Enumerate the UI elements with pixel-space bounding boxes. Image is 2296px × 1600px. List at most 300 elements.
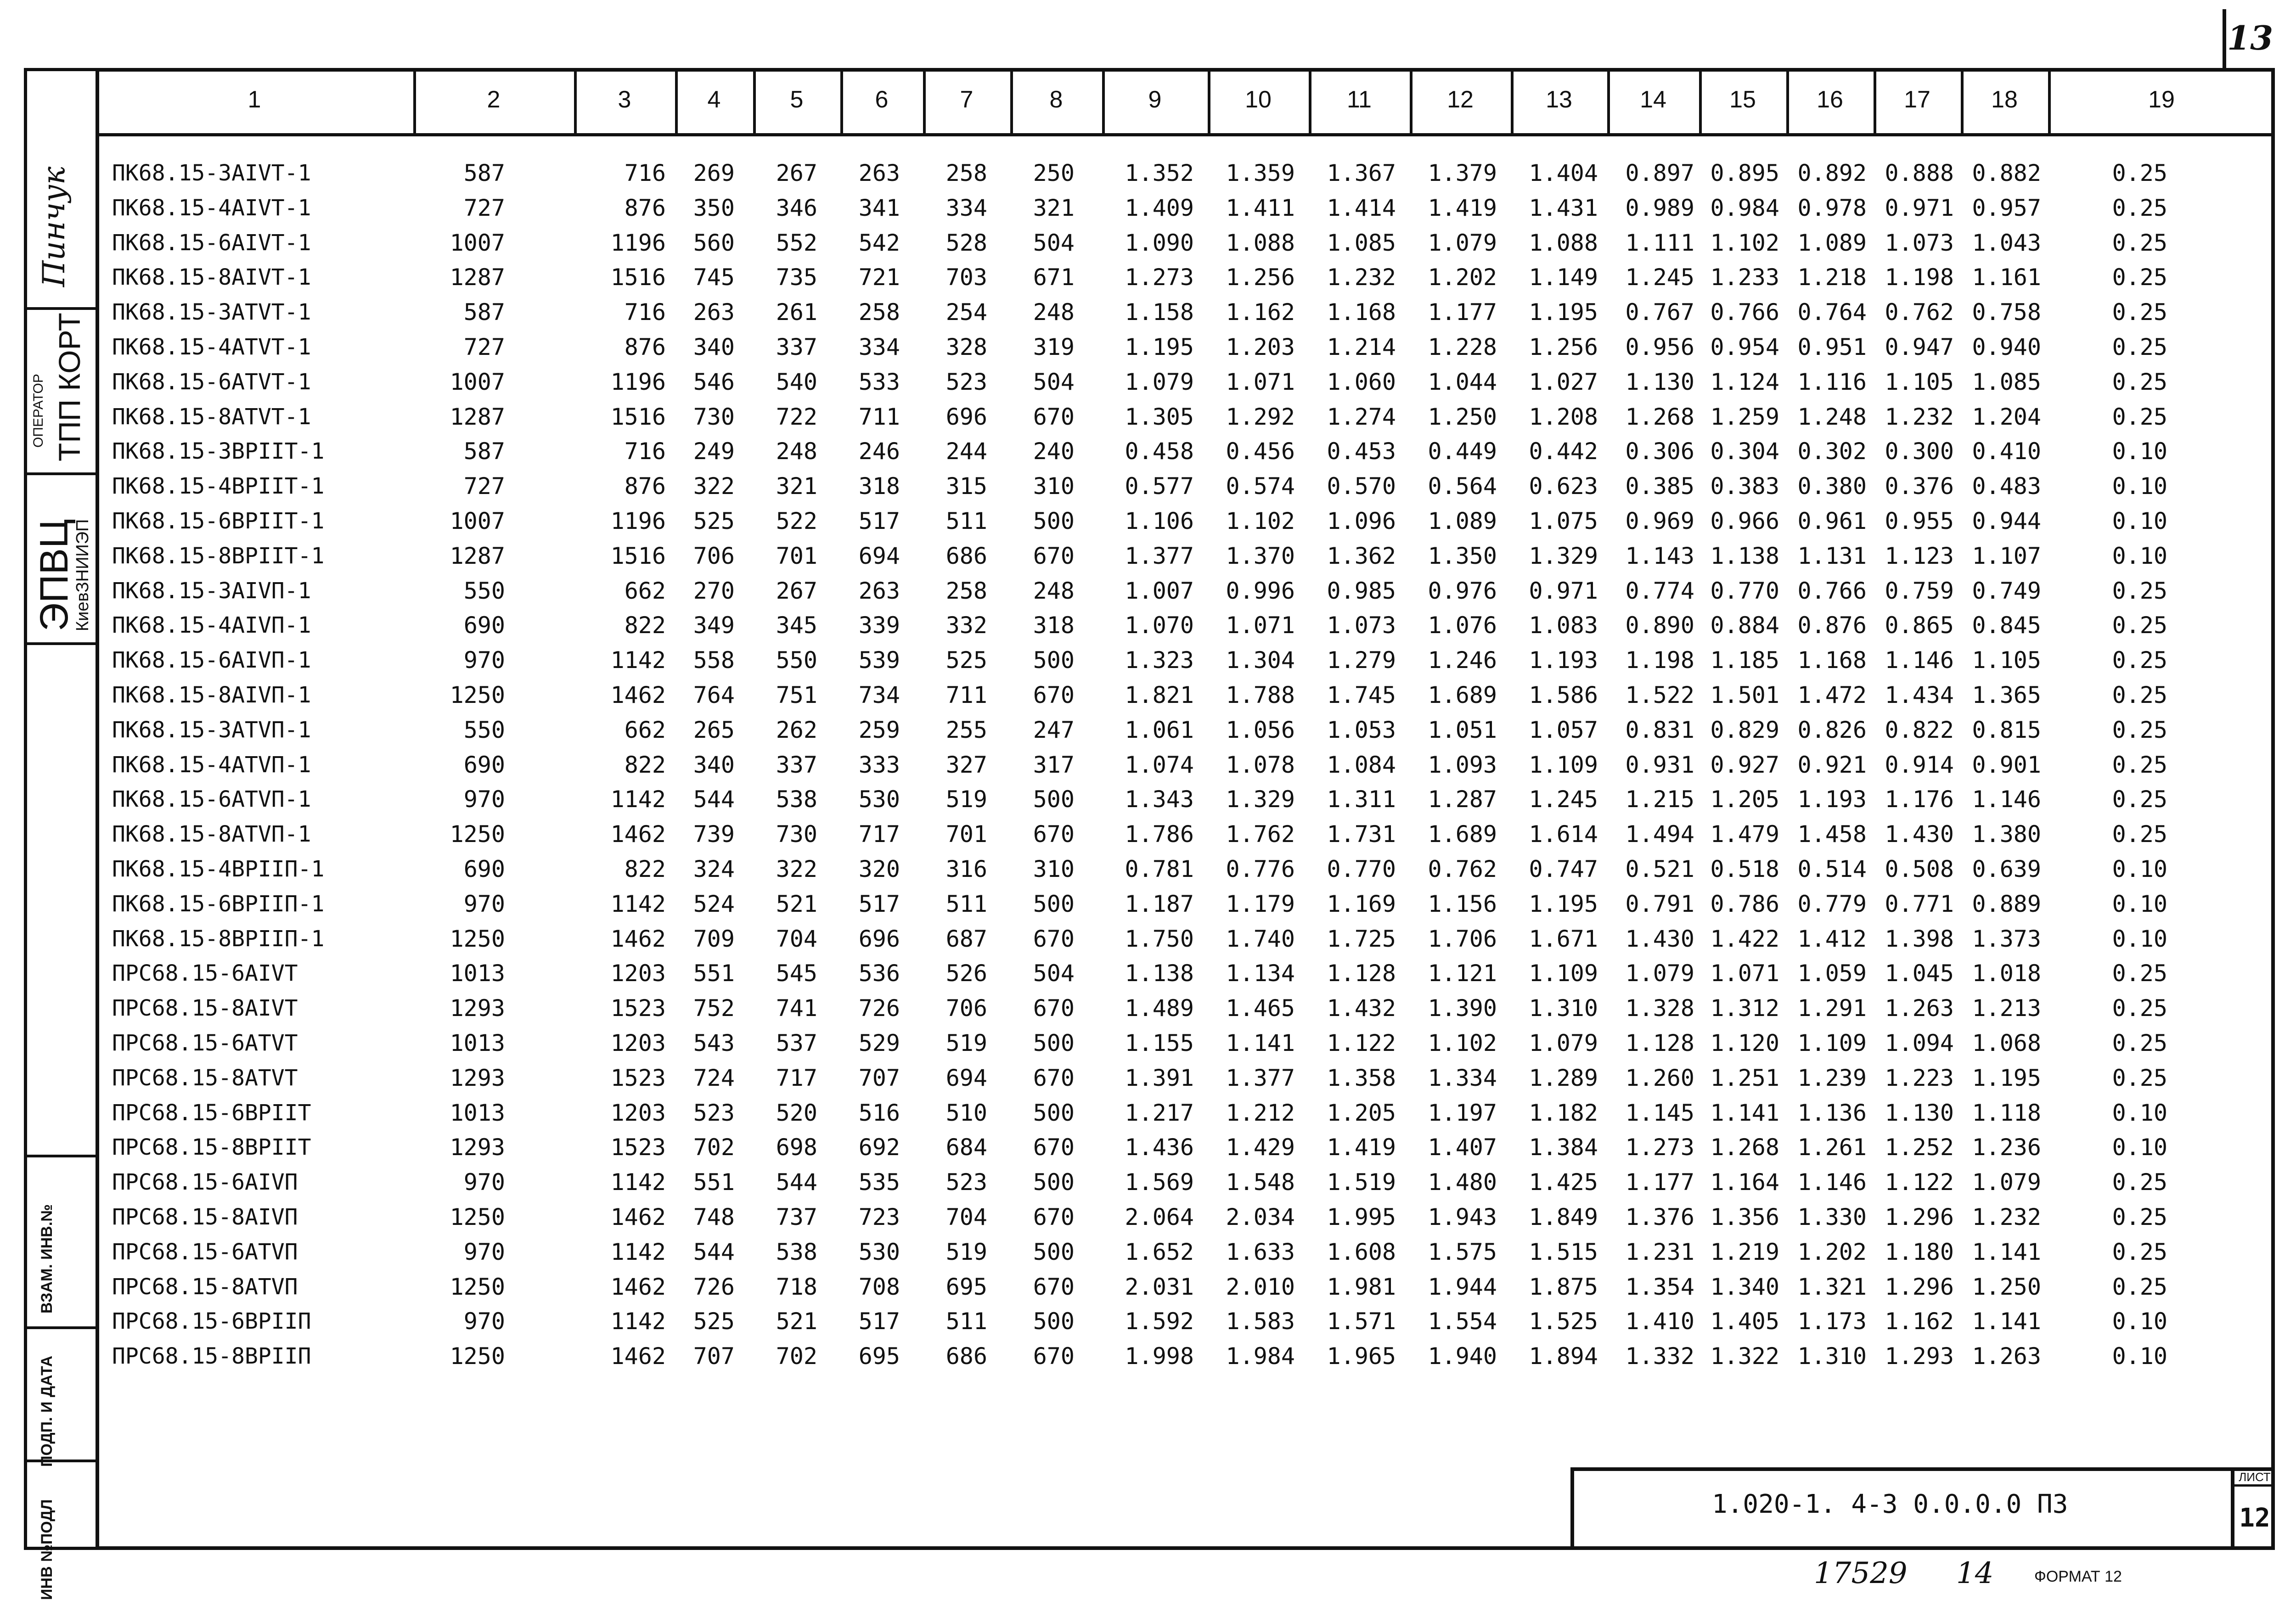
table-cell-col-13: 0.623 <box>1529 473 1598 500</box>
table-cell-col-15: 0.829 <box>1710 716 1779 743</box>
table-cell-col-10: 1.633 <box>1226 1238 1295 1265</box>
table-cell-col-9: 1.187 <box>1125 890 1194 917</box>
row-item-code: ПРС68.15-6ATVП <box>112 1239 298 1265</box>
sheet-label: ЛИСТ <box>2234 1470 2275 1487</box>
table-cell-col-17: 1.398 <box>1885 925 1954 952</box>
table-cell-col-13: 1.195 <box>1529 299 1598 326</box>
table-cell-col-17: 1.162 <box>1885 1308 1954 1335</box>
table-cell-col-4: 525 <box>693 508 735 534</box>
row-item-code: ПК68.15-6AIVП-1 <box>112 647 311 674</box>
table-cell-col-18: 1.146 <box>1972 786 2041 813</box>
table-cell-col-8: 670 <box>1033 821 1075 848</box>
table-cell-col-16: 1.261 <box>1797 1134 1867 1161</box>
operator-value: ТПП КОРТ <box>52 313 86 461</box>
table-cell-col-6: 708 <box>858 1273 900 1300</box>
table-cell-col-3: 1523 <box>610 995 666 1022</box>
table-cell-col-11: 1.731 <box>1327 821 1396 848</box>
table-cell-col-11: 1.745 <box>1327 682 1396 708</box>
table-cell-col-4: 764 <box>693 682 735 708</box>
table-cell-col-10: 1.370 <box>1226 542 1295 569</box>
table-cell-col-2: 1293 <box>450 1064 505 1091</box>
table-cell-col-5: 537 <box>776 1030 817 1056</box>
table-cell-col-6: 726 <box>858 995 900 1022</box>
table-cell-col-15: 0.984 <box>1710 194 1779 221</box>
table-cell-col-10: 1.984 <box>1226 1343 1295 1370</box>
table-cell-col-4: 265 <box>693 716 735 743</box>
table-cell-col-7: 695 <box>945 1273 987 1300</box>
table-cell-col-15: 0.966 <box>1710 508 1779 534</box>
table-row <box>0 260 2296 294</box>
table-cell-col-15: 1.501 <box>1710 682 1779 708</box>
table-cell-col-16: 1.239 <box>1797 1064 1867 1091</box>
table-cell-col-3: 1196 <box>610 508 666 534</box>
table-cell-col-7: 511 <box>945 508 987 534</box>
table-cell-col-9: 1.090 <box>1125 229 1194 256</box>
table-cell-col-15: 1.422 <box>1710 925 1779 952</box>
table-cell-col-6: 542 <box>858 229 900 256</box>
table-cell-col-14: 1.231 <box>1625 1238 1694 1265</box>
table-cell-col-3: 1196 <box>610 229 666 256</box>
table-cell-col-11: 1.608 <box>1327 1238 1396 1265</box>
table-cell-col-10: 1.203 <box>1226 334 1295 360</box>
table-row <box>0 1061 2296 1095</box>
table-row <box>0 539 2296 573</box>
table-cell-col-14: 1.260 <box>1625 1064 1694 1091</box>
table-cell-col-18: 0.882 <box>1972 160 2041 186</box>
table-cell-col-17: 1.296 <box>1885 1273 1954 1300</box>
table-row <box>0 434 2296 468</box>
table-cell-col-12: 1.228 <box>1428 334 1497 360</box>
table-cell-col-7: 711 <box>945 682 987 708</box>
table-cell-col-9: 1.007 <box>1125 577 1194 604</box>
table-cell-col-8: 500 <box>1033 1169 1075 1196</box>
table-cell-col-16: 1.116 <box>1797 368 1867 395</box>
table-cell-col-8: 670 <box>1033 1064 1075 1091</box>
table-cell-col-19: 0.25 <box>2112 821 2167 848</box>
table-cell-col-11: 1.419 <box>1327 1134 1396 1161</box>
table-row <box>0 922 2296 956</box>
table-cell-col-4: 249 <box>693 438 735 465</box>
table-cell-col-9: 1.489 <box>1125 995 1194 1022</box>
table-cell-col-11: 1.311 <box>1327 786 1396 813</box>
table-cell-col-17: 1.232 <box>1885 403 1954 430</box>
table-cell-col-16: 0.766 <box>1797 577 1867 604</box>
column-header-13: 13 <box>1546 86 1572 113</box>
table-cell-col-14: 1.145 <box>1625 1099 1694 1126</box>
table-cell-col-17: 1.130 <box>1885 1099 1954 1126</box>
table-cell-col-10: 1.583 <box>1226 1308 1295 1335</box>
table-cell-col-10: 1.256 <box>1226 264 1295 291</box>
table-cell-col-14: 1.143 <box>1625 542 1694 569</box>
row-item-code: ПК68.15-3AIVT-1 <box>112 160 311 186</box>
table-row <box>0 191 2296 225</box>
table-cell-col-3: 876 <box>624 194 666 221</box>
table-row <box>0 574 2296 608</box>
table-cell-col-9: 1.217 <box>1125 1099 1194 1126</box>
table-cell-col-15: 0.770 <box>1710 577 1779 604</box>
table-cell-col-11: 1.096 <box>1327 508 1396 534</box>
table-cell-col-13: 1.195 <box>1529 890 1598 917</box>
table-cell-col-12: 1.575 <box>1428 1238 1497 1265</box>
table-cell-col-2: 970 <box>463 890 505 917</box>
table-cell-col-10: 1.078 <box>1226 751 1295 778</box>
table-cell-col-8: 670 <box>1033 1273 1075 1300</box>
table-cell-col-6: 536 <box>858 960 900 987</box>
table-cell-col-13: 1.515 <box>1529 1238 1598 1265</box>
table-cell-col-18: 1.068 <box>1972 1030 2041 1056</box>
table-cell-col-18: 1.079 <box>1972 1169 2041 1196</box>
table-cell-col-16: 0.921 <box>1797 751 1867 778</box>
table-cell-col-17: 0.822 <box>1885 716 1954 743</box>
table-cell-col-13: 1.384 <box>1529 1134 1598 1161</box>
table-cell-col-12: 1.044 <box>1428 368 1497 395</box>
table-cell-col-16: 1.291 <box>1797 995 1867 1022</box>
table-cell-col-18: 1.232 <box>1972 1204 2041 1230</box>
table-cell-col-5: 730 <box>776 821 817 848</box>
table-cell-col-10: 1.740 <box>1226 925 1295 952</box>
table-cell-col-15: 1.322 <box>1710 1343 1779 1370</box>
table-cell-col-4: 709 <box>693 925 735 952</box>
table-cell-col-16: 0.380 <box>1797 473 1867 500</box>
table-cell-col-15: 1.071 <box>1710 960 1779 987</box>
table-cell-col-12: 1.121 <box>1428 960 1497 987</box>
table-cell-col-8: 504 <box>1033 229 1075 256</box>
column-header-19: 19 <box>2148 86 2175 113</box>
table-cell-col-11: 1.725 <box>1327 925 1396 952</box>
table-cell-col-5: 722 <box>776 403 817 430</box>
table-cell-col-6: 246 <box>858 438 900 465</box>
table-cell-col-9: 2.031 <box>1125 1273 1194 1300</box>
table-row <box>0 713 2296 747</box>
table-cell-col-19: 0.25 <box>2112 1030 2167 1056</box>
table-cell-col-19: 0.10 <box>2112 542 2167 569</box>
table-cell-col-2: 690 <box>463 856 505 882</box>
table-cell-col-13: 1.310 <box>1529 995 1598 1022</box>
table-cell-col-4: 269 <box>693 160 735 186</box>
table-row <box>0 330 2296 364</box>
table-cell-col-19: 0.25 <box>2112 682 2167 708</box>
table-cell-col-18: 0.845 <box>1972 612 2041 639</box>
table-cell-col-7: 519 <box>945 786 987 813</box>
table-cell-col-10: 1.788 <box>1226 682 1295 708</box>
row-item-code: ПРС68.15-8BPIIП <box>112 1343 311 1370</box>
sheet-number: 12 <box>2239 1503 2270 1533</box>
column-header-12: 12 <box>1447 86 1474 113</box>
table-cell-col-16: 1.173 <box>1797 1308 1867 1335</box>
table-cell-col-13: 1.875 <box>1529 1273 1598 1300</box>
table-cell-col-4: 263 <box>693 299 735 326</box>
table-cell-col-6: 259 <box>858 716 900 743</box>
field-inv: ВЗАМ. ИНВ.№ <box>38 1204 56 1314</box>
table-cell-col-16: 0.826 <box>1797 716 1867 743</box>
table-cell-col-2: 1250 <box>450 682 505 708</box>
table-cell-col-8: 670 <box>1033 1134 1075 1161</box>
table-cell-col-4: 524 <box>693 890 735 917</box>
table-cell-col-14: 1.328 <box>1625 995 1694 1022</box>
table-row <box>0 400 2296 434</box>
table-cell-col-3: 1462 <box>610 682 666 708</box>
table-cell-col-12: 1.419 <box>1428 194 1497 221</box>
table-cell-col-5: 544 <box>776 1169 817 1196</box>
table-cell-col-12: 1.334 <box>1428 1064 1497 1091</box>
table-cell-col-14: 0.306 <box>1625 438 1694 465</box>
table-row <box>0 226 2296 260</box>
table-cell-col-14: 1.198 <box>1625 647 1694 674</box>
table-cell-col-10: 1.056 <box>1226 716 1295 743</box>
table-cell-col-8: 500 <box>1033 786 1075 813</box>
table-cell-col-18: 0.639 <box>1972 856 2041 882</box>
footer-format-label: ФОРМАТ 12 <box>2034 1568 2122 1585</box>
table-cell-col-4: 560 <box>693 229 735 256</box>
top-page-line <box>2223 9 2226 68</box>
table-cell-col-15: 1.268 <box>1710 1134 1779 1161</box>
table-cell-col-7: 704 <box>945 1204 987 1230</box>
table-cell-col-17: 0.759 <box>1885 577 1954 604</box>
table-cell-col-6: 339 <box>858 612 900 639</box>
table-cell-col-6: 517 <box>858 890 900 917</box>
table-cell-col-9: 1.377 <box>1125 542 1194 569</box>
table-cell-col-9: 1.786 <box>1125 821 1194 848</box>
table-cell-col-3: 1462 <box>610 821 666 848</box>
table-cell-col-2: 727 <box>463 473 505 500</box>
table-cell-col-5: 538 <box>776 786 817 813</box>
table-cell-col-19: 0.25 <box>2112 1204 2167 1230</box>
table-cell-col-5: 751 <box>776 682 817 708</box>
table-cell-col-10: 1.762 <box>1226 821 1295 848</box>
table-cell-col-19: 0.10 <box>2112 1308 2167 1335</box>
table-cell-col-8: 248 <box>1033 577 1075 604</box>
table-row <box>0 504 2296 538</box>
table-cell-col-8: 318 <box>1033 612 1075 639</box>
table-cell-col-13: 1.109 <box>1529 751 1598 778</box>
table-cell-col-12: 1.102 <box>1428 1030 1497 1056</box>
table-cell-col-4: 350 <box>693 194 735 221</box>
table-cell-col-7: 254 <box>945 299 987 326</box>
table-cell-col-11: 1.432 <box>1327 995 1396 1022</box>
table-cell-col-18: 0.749 <box>1972 577 2041 604</box>
table-cell-col-17: 1.094 <box>1885 1030 1954 1056</box>
table-cell-col-10: 1.071 <box>1226 612 1295 639</box>
signature-name: Пинчук <box>36 166 72 287</box>
column-header-4: 4 <box>707 86 721 113</box>
row-item-code: ПК68.15-4ATVT-1 <box>112 334 311 360</box>
table-cell-col-6: 529 <box>858 1030 900 1056</box>
table-cell-col-5: 261 <box>776 299 817 326</box>
table-cell-col-11: 1.965 <box>1327 1343 1396 1370</box>
table-row <box>0 1304 2296 1338</box>
column-header-6: 6 <box>875 86 889 113</box>
table-cell-col-5: 702 <box>776 1343 817 1370</box>
table-cell-col-2: 1007 <box>450 508 505 534</box>
table-cell-col-13: 1.245 <box>1529 786 1598 813</box>
table-cell-col-18: 1.043 <box>1972 229 2041 256</box>
table-cell-col-8: 240 <box>1033 438 1075 465</box>
table-cell-col-8: 504 <box>1033 368 1075 395</box>
table-cell-col-5: 718 <box>776 1273 817 1300</box>
table-cell-col-17: 0.914 <box>1885 751 1954 778</box>
row-item-code: ПРС68.15-6BPIIT <box>112 1100 311 1126</box>
table-cell-col-19: 0.25 <box>2112 1064 2167 1091</box>
table-cell-col-10: 1.411 <box>1226 194 1295 221</box>
table-cell-col-5: 262 <box>776 716 817 743</box>
footer-handwritten-2: 14 <box>1956 1556 1994 1590</box>
table-cell-col-11: 1.519 <box>1327 1169 1396 1196</box>
row-item-code: ПРС68.15-6AIVT <box>112 960 298 987</box>
table-cell-col-13: 0.442 <box>1529 438 1598 465</box>
table-cell-col-17: 1.430 <box>1885 821 1954 848</box>
table-cell-col-5: 540 <box>776 368 817 395</box>
table-cell-col-2: 970 <box>463 1308 505 1335</box>
table-cell-col-8: 500 <box>1033 1030 1075 1056</box>
row-item-code: ПК68.15-8ATVП-1 <box>112 821 311 848</box>
table-cell-col-7: 528 <box>945 229 987 256</box>
table-cell-col-14: 1.111 <box>1625 229 1694 256</box>
table-cell-col-5: 322 <box>776 856 817 882</box>
table-cell-col-18: 0.940 <box>1972 334 2041 360</box>
table-cell-col-5: 522 <box>776 508 817 534</box>
table-cell-col-7: 706 <box>945 995 987 1022</box>
table-cell-col-2: 1250 <box>450 821 505 848</box>
table-cell-col-14: 0.791 <box>1625 890 1694 917</box>
table-cell-col-14: 0.956 <box>1625 334 1694 360</box>
table-cell-col-12: 1.943 <box>1428 1204 1497 1230</box>
table-cell-col-9: 1.652 <box>1125 1238 1194 1265</box>
table-cell-col-2: 690 <box>463 751 505 778</box>
table-cell-col-11: 1.981 <box>1327 1273 1396 1300</box>
table-row <box>0 782 2296 816</box>
table-cell-col-19: 0.25 <box>2112 1169 2167 1196</box>
table-cell-col-10: 1.359 <box>1226 160 1295 186</box>
table-cell-col-13: 0.747 <box>1529 856 1598 882</box>
table-cell-col-9: 1.061 <box>1125 716 1194 743</box>
table-cell-col-9: 1.323 <box>1125 647 1194 674</box>
row-item-code: ПРС68.15-6AIVП <box>112 1169 298 1196</box>
top-page-number: 13 <box>2227 18 2273 57</box>
table-cell-col-12: 0.449 <box>1428 438 1497 465</box>
table-cell-col-9: 1.138 <box>1125 960 1194 987</box>
table-cell-col-5: 520 <box>776 1099 817 1126</box>
column-header-5: 5 <box>790 86 804 113</box>
sidebar-inv-orig-cell <box>27 1462 96 1600</box>
sheet-box <box>2231 1467 2275 1550</box>
field-sign: ПОДП. И ДАТА <box>38 1355 56 1467</box>
table-cell-col-18: 1.085 <box>1972 368 2041 395</box>
table-row <box>0 156 2296 190</box>
table-cell-col-6: 516 <box>858 1099 900 1126</box>
table-cell-col-14: 0.897 <box>1625 160 1694 186</box>
table-cell-col-14: 1.273 <box>1625 1134 1694 1161</box>
table-cell-col-5: 521 <box>776 890 817 917</box>
table-cell-col-16: 0.764 <box>1797 299 1867 326</box>
table-cell-col-7: 696 <box>945 403 987 430</box>
table-cell-col-11: 1.084 <box>1327 751 1396 778</box>
table-cell-col-10: 1.179 <box>1226 890 1295 917</box>
table-cell-col-13: 1.057 <box>1529 716 1598 743</box>
table-cell-col-4: 523 <box>693 1099 735 1126</box>
table-cell-col-6: 341 <box>858 194 900 221</box>
table-cell-col-9: 1.106 <box>1125 508 1194 534</box>
table-cell-col-9: 0.458 <box>1125 438 1194 465</box>
table-cell-col-19: 0.25 <box>2112 960 2167 987</box>
table-cell-col-8: 671 <box>1033 264 1075 291</box>
table-cell-col-7: 523 <box>945 1169 987 1196</box>
table-cell-col-6: 333 <box>858 751 900 778</box>
table-cell-col-10: 1.102 <box>1226 508 1295 534</box>
table-cell-col-2: 1250 <box>450 1204 505 1230</box>
table-cell-col-6: 263 <box>858 160 900 186</box>
table-cell-col-18: 1.373 <box>1972 925 2041 952</box>
table-cell-col-14: 1.268 <box>1625 403 1694 430</box>
table-cell-col-12: 1.689 <box>1428 821 1497 848</box>
table-cell-col-4: 726 <box>693 1273 735 1300</box>
table-cell-col-7: 510 <box>945 1099 987 1126</box>
table-cell-col-9: 1.070 <box>1125 612 1194 639</box>
table-cell-col-13: 1.083 <box>1529 612 1598 639</box>
table-cell-col-10: 1.212 <box>1226 1099 1295 1126</box>
table-cell-col-9: 1.391 <box>1125 1064 1194 1091</box>
table-cell-col-3: 822 <box>624 751 666 778</box>
table-cell-col-15: 1.205 <box>1710 786 1779 813</box>
table-cell-col-9: 1.998 <box>1125 1343 1194 1370</box>
table-cell-col-3: 1142 <box>610 1238 666 1265</box>
table-cell-col-6: 334 <box>858 334 900 360</box>
table-cell-col-15: 1.340 <box>1710 1273 1779 1300</box>
table-cell-col-10: 2.034 <box>1226 1204 1295 1230</box>
table-cell-col-12: 1.079 <box>1428 229 1497 256</box>
table-cell-col-3: 1142 <box>610 1169 666 1196</box>
table-cell-col-12: 1.250 <box>1428 403 1497 430</box>
table-cell-col-16: 1.059 <box>1797 960 1867 987</box>
table-cell-col-11: 1.214 <box>1327 334 1396 360</box>
table-cell-col-4: 706 <box>693 542 735 569</box>
table-cell-col-13: 1.425 <box>1529 1169 1598 1196</box>
table-cell-col-4: 340 <box>693 334 735 360</box>
table-cell-col-17: 0.888 <box>1885 160 1954 186</box>
table-cell-col-13: 1.256 <box>1529 334 1598 360</box>
table-cell-col-7: 519 <box>945 1238 987 1265</box>
table-cell-col-16: 1.131 <box>1797 542 1867 569</box>
table-cell-col-18: 1.236 <box>1972 1134 2041 1161</box>
table-cell-col-13: 1.894 <box>1529 1343 1598 1370</box>
table-cell-col-5: 552 <box>776 229 817 256</box>
table-cell-col-6: 694 <box>858 542 900 569</box>
table-cell-col-16: 0.951 <box>1797 334 1867 360</box>
table-cell-col-15: 1.164 <box>1710 1169 1779 1196</box>
table-cell-col-19: 0.10 <box>2112 1343 2167 1370</box>
table-cell-col-14: 0.774 <box>1625 577 1694 604</box>
table-cell-col-17: 0.762 <box>1885 299 1954 326</box>
table-cell-col-2: 550 <box>463 716 505 743</box>
table-cell-col-15: 0.786 <box>1710 890 1779 917</box>
table-cell-col-16: 0.892 <box>1797 160 1867 186</box>
table-cell-col-19: 0.25 <box>2112 264 2167 291</box>
table-cell-col-14: 1.410 <box>1625 1308 1694 1335</box>
table-cell-col-19: 0.10 <box>2112 890 2167 917</box>
table-cell-col-4: 748 <box>693 1204 735 1230</box>
table-cell-col-6: 717 <box>858 821 900 848</box>
row-item-code: ПК68.15-3ATVT-1 <box>112 299 311 326</box>
table-cell-col-8: 670 <box>1033 403 1075 430</box>
table-cell-col-18: 0.957 <box>1972 194 2041 221</box>
table-cell-col-4: 752 <box>693 995 735 1022</box>
table-cell-col-14: 1.128 <box>1625 1030 1694 1056</box>
table-cell-col-18: 1.204 <box>1972 403 2041 430</box>
table-cell-col-5: 337 <box>776 334 817 360</box>
table-cell-col-12: 1.076 <box>1428 612 1497 639</box>
table-cell-col-12: 1.246 <box>1428 647 1497 674</box>
table-cell-col-5: 346 <box>776 194 817 221</box>
table-cell-col-7: 334 <box>945 194 987 221</box>
